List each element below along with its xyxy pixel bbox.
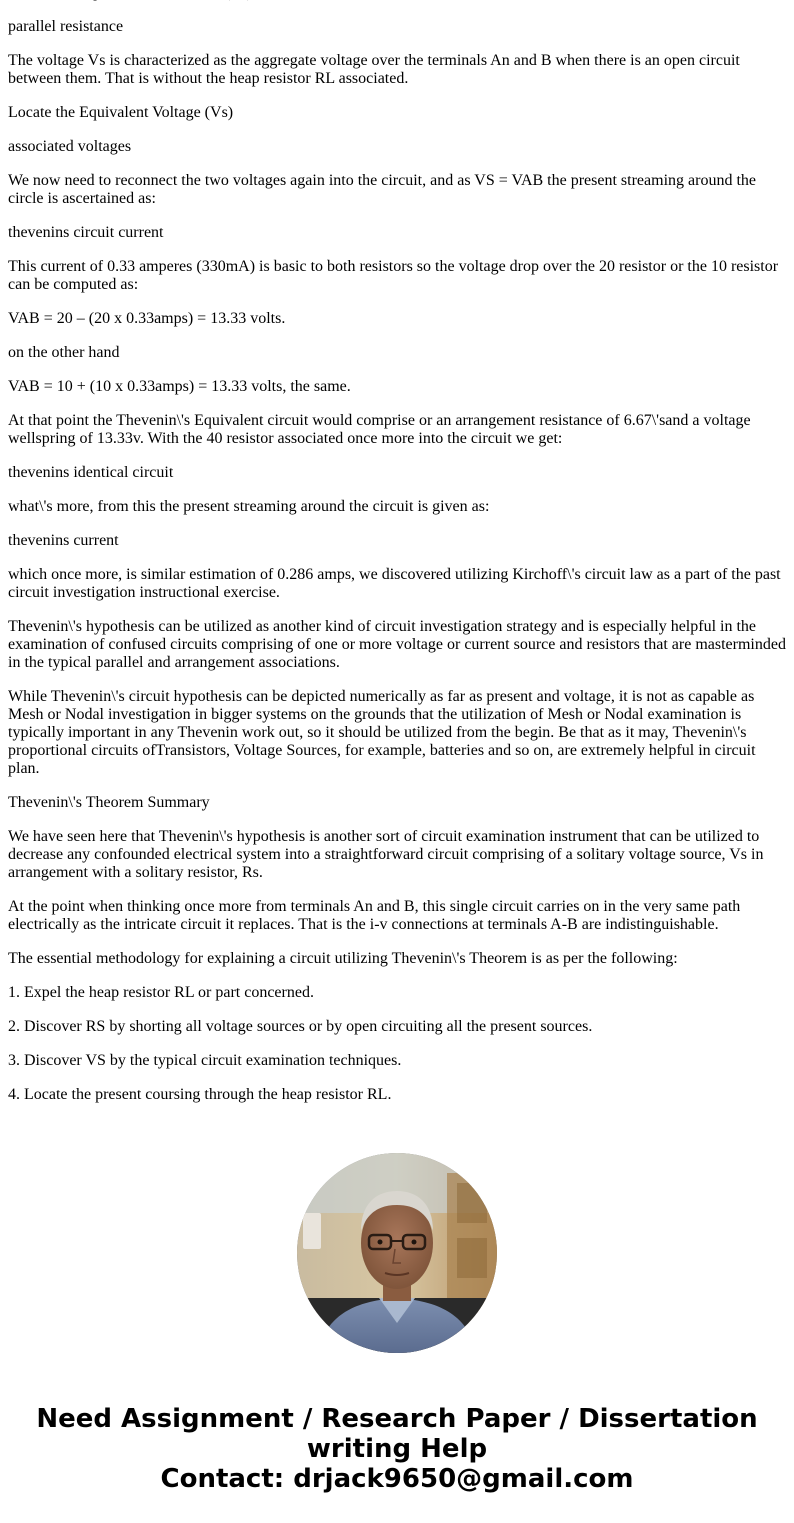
image-caption-associated-voltages: associated voltages bbox=[8, 138, 132, 155]
list-item: 4. Locate the present coursing through the heap resistor RL. bbox=[8, 1086, 392, 1103]
list-item: 3. Discover VS by the typical circuit examination techniques. bbox=[8, 1052, 402, 1069]
paragraph: This current of 0.33 amperes (330mA) is basic to both resistors so the voltage drop over the 20 resistor or the 10 resistor can be computed as: bbox=[8, 258, 779, 293]
paragraph: which once more, is similar estimation of 0.286 amps, we discovered utilizing Kirchoff\'s circuit law as a part of the past circuit investigation instructional exercise. bbox=[8, 566, 781, 601]
image-caption-identical-circuit: thevenins identical circuit bbox=[8, 464, 174, 481]
equation-line: VAB = 20 – (20 x 0.33amps) = 13.33 volts. bbox=[8, 310, 286, 327]
paragraph: We now need to reconnect the two voltages again into the circuit, and as VS = VAB the present streaming around the circle is ascertained as: bbox=[8, 172, 756, 207]
promo-line-1: Need Assignment / Research Paper / Dissertation bbox=[36, 1404, 758, 1434]
heading-theorem-summary: Thevenin\'s Theorem Summary bbox=[8, 794, 210, 811]
image-caption-circuit-current: thevenins circuit current bbox=[8, 224, 164, 241]
promo-contact: Contact: drjack9650@gmail.com bbox=[160, 1464, 634, 1494]
heading-equivalent-resistance bbox=[8, 0, 788, 2]
article-body bbox=[8, 0, 788, 1120]
paragraph: The voltage Vs is characterized as the aggregate voltage over the terminals An and B when there is an open circuit between them. That is without the heap resistor RL associated. bbox=[8, 52, 740, 87]
heading-equivalent-voltage: Locate the Equivalent Voltage (Vs) bbox=[8, 104, 234, 121]
equation-line: VAB = 10 + (10 x 0.33amps) = 13.33 volts, the same. bbox=[8, 378, 351, 395]
person-photo-icon bbox=[297, 1153, 497, 1353]
promo-line-2: writing Help bbox=[306, 1434, 488, 1464]
list-item: 1. Expel the heap resistor RL or part concerned. bbox=[8, 984, 314, 1001]
paragraph: what\'s more, from this the present streaming around the circuit is given as: bbox=[8, 498, 490, 515]
paragraph: on the other hand bbox=[8, 344, 120, 361]
paragraph: While Thevenin\'s circuit hypothesis can be depicted numerically as far as present and voltage, it is not as capable as Mesh or Nodal investigation in bigger systems on the grounds that the utilization of Mesh or Nodal examination is typically important in any Thevenin work out, so it should be utilized from the begin. Be that as it may, Thevenin\'s proportional circuits ofTransistors, Voltage Sources, for example, batteries and so on, are extremely helpful in circuit plan. bbox=[8, 688, 756, 777]
paragraph: We have seen here that Thevenin\'s hypothesis is another sort of circuit examination instrument that can be utilized to decrease any confounded electrical system into a straightforward circuit comprising of a solitary voltage source, Vs in arrangement with a solitary resistor, Rs. bbox=[8, 828, 764, 881]
image-caption-thevenins-current: thevenins current bbox=[8, 532, 119, 549]
paragraph: At the point when thinking once more from terminals An and B, this single circuit carries on in the very same path electrically as the intricate circuit it replaces. That is the i-v connections at terminals A-B are indistinguishable. bbox=[8, 898, 741, 933]
list-item: 2. Discover RS by shorting all voltage sources or by open circuiting all the present sources. bbox=[8, 1018, 593, 1035]
paragraph: Thevenin\'s hypothesis can be utilized as another kind of circuit investigation strategy and is especially helpful in the examination of confused circuits comprising of one or more voltage or current source and resistors that are masterminded in the typical parallel and arrangement associations. bbox=[8, 618, 786, 671]
paragraph: The essential methodology for explaining a circuit utilizing Thevenin\'s Theorem is as per the following: bbox=[8, 950, 678, 967]
image-caption-parallel-resistance: parallel resistance bbox=[8, 18, 124, 35]
promo-banner bbox=[0, 1404, 794, 1494]
author-avatar bbox=[297, 1153, 497, 1353]
paragraph: At that point the Thevenin\'s Equivalent circuit would comprise or an arrangement resistance of 6.67\'sand a voltage wellspring of 13.33v. With the 40 resistor associated once more into the circuit we get: bbox=[8, 412, 751, 447]
